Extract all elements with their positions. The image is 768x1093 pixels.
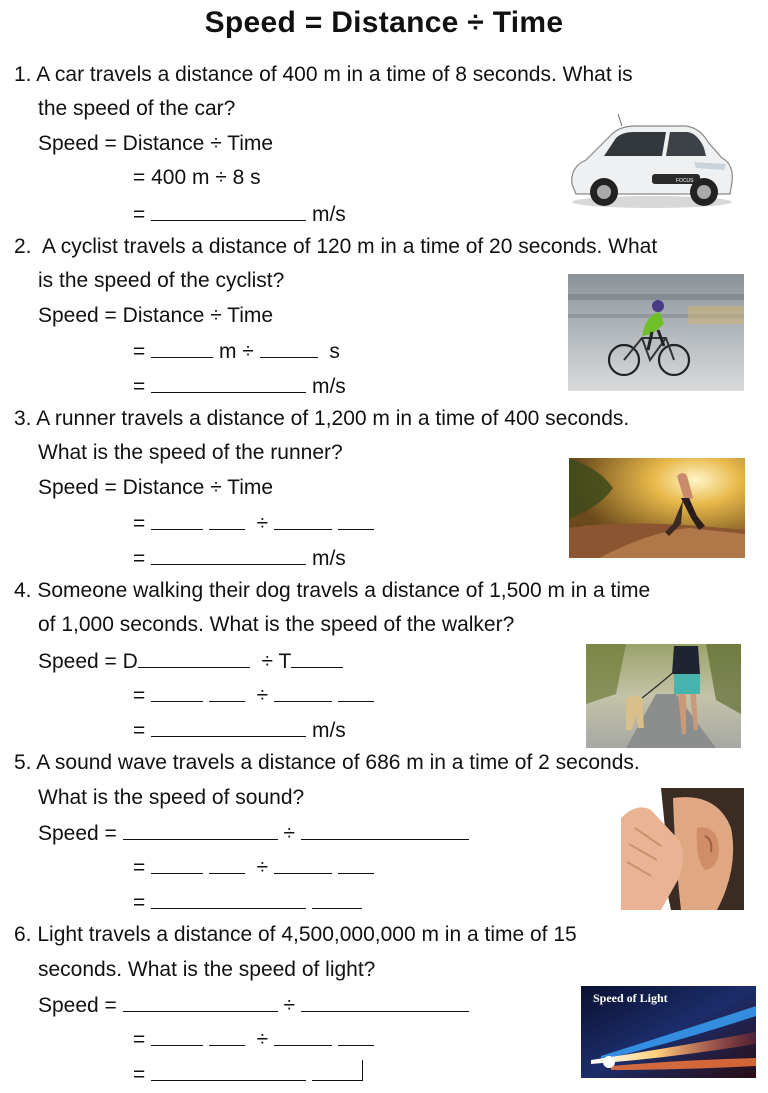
q6-line2: seconds. What is the speed of light? [38, 958, 376, 981]
q2-answer-blank[interactable] [151, 372, 306, 393]
q1-formula: Speed = Distance ÷ Time [38, 132, 274, 155]
q6-number: 6. [14, 923, 32, 946]
q6-answer-blank[interactable] [151, 1060, 306, 1081]
q4-answer-blank[interactable] [151, 716, 306, 737]
speed-of-light-image [581, 986, 756, 1078]
q3-line2: What is the speed of the runner? [38, 441, 343, 464]
q5-step1: = ÷ [133, 853, 374, 881]
q4-step1: = ÷ [133, 681, 374, 709]
q5-formula: Speed = ÷ [38, 819, 469, 847]
q4-text [14, 578, 650, 604]
q2-line1: A cyclist travels a distance of 120 m in a time of 20 seconds. What [42, 235, 658, 258]
q5-answer-blank[interactable] [151, 888, 306, 909]
q6-line1: Light travels a distance of 4,500,000,000 m in a time of 15 [37, 923, 577, 946]
q1-answer-blank[interactable] [151, 200, 306, 221]
q6-text [14, 922, 577, 948]
ear-image [621, 788, 744, 910]
q2-formula: Speed = Distance ÷ Time [38, 304, 274, 327]
car-badge-text: FOCUS [676, 178, 694, 184]
q3-step2: = m/s [133, 544, 346, 572]
q3-step1: = ÷ [133, 509, 374, 537]
q4-line2: of 1,000 seconds. What is the speed of the walker? [38, 613, 515, 636]
q6-step2: = [133, 1060, 363, 1088]
q2-time-blank[interactable] [260, 337, 318, 358]
q1-step1: = 400 m ÷ 8 s [133, 166, 261, 189]
q6-unit-blank[interactable] [312, 1060, 363, 1081]
page-title: Speed = Distance ÷ Time [204, 6, 564, 39]
q4-number: 4. [14, 579, 32, 602]
light-caption: Speed of Light [593, 991, 668, 1005]
dog-walker-image [586, 644, 741, 748]
q2-number: 2. [14, 235, 32, 258]
cyclist-image [568, 274, 744, 391]
q1-step2: = m/s [133, 200, 346, 228]
q5-text [14, 750, 640, 776]
q4-distance-word-blank[interactable] [138, 647, 250, 668]
q5-line1: A sound wave travels a distance of 686 m in a time of 2 seconds. [36, 751, 640, 774]
q6-formula: Speed = ÷ [38, 991, 469, 1019]
runner-image [569, 458, 745, 558]
q5-line2: What is the speed of sound? [38, 786, 305, 809]
q3-answer-blank[interactable] [151, 544, 306, 565]
q2-line2: is the speed of the cyclist? [38, 269, 285, 292]
q4-line1: Someone walking their dog travels a distance of 1,500 m in a time [37, 579, 651, 602]
q4-step2: = m/s [133, 716, 346, 744]
q5-number: 5. [14, 751, 32, 774]
q3-text [14, 406, 629, 432]
q2-text [14, 234, 657, 260]
q1-text [14, 62, 633, 88]
q2-step2: = m/s [133, 372, 346, 400]
unit-label: m/s [311, 203, 346, 226]
q3-formula: Speed = Distance ÷ Time [38, 476, 274, 499]
q6-step1: = ÷ [133, 1025, 374, 1053]
q3-number: 3. [14, 407, 32, 430]
q1-line1: A car travels a distance of 400 m in a time of 8 seconds. What is [36, 63, 633, 86]
q1-number: 1. [14, 63, 32, 86]
q1-line2: the speed of the car? [38, 97, 236, 120]
car-image [566, 112, 738, 212]
q5-unit-blank[interactable] [312, 888, 362, 909]
q2-step1: = m ÷ s [133, 337, 340, 365]
q5-step2: = [133, 888, 362, 916]
q3-line1: A runner travels a distance of 1,200 m in a time of 400 seconds. [36, 407, 630, 430]
q4-time-word-blank[interactable] [291, 647, 343, 668]
q2-distance-blank[interactable] [151, 337, 213, 358]
q4-formula: Speed = D ÷ T [38, 647, 343, 675]
